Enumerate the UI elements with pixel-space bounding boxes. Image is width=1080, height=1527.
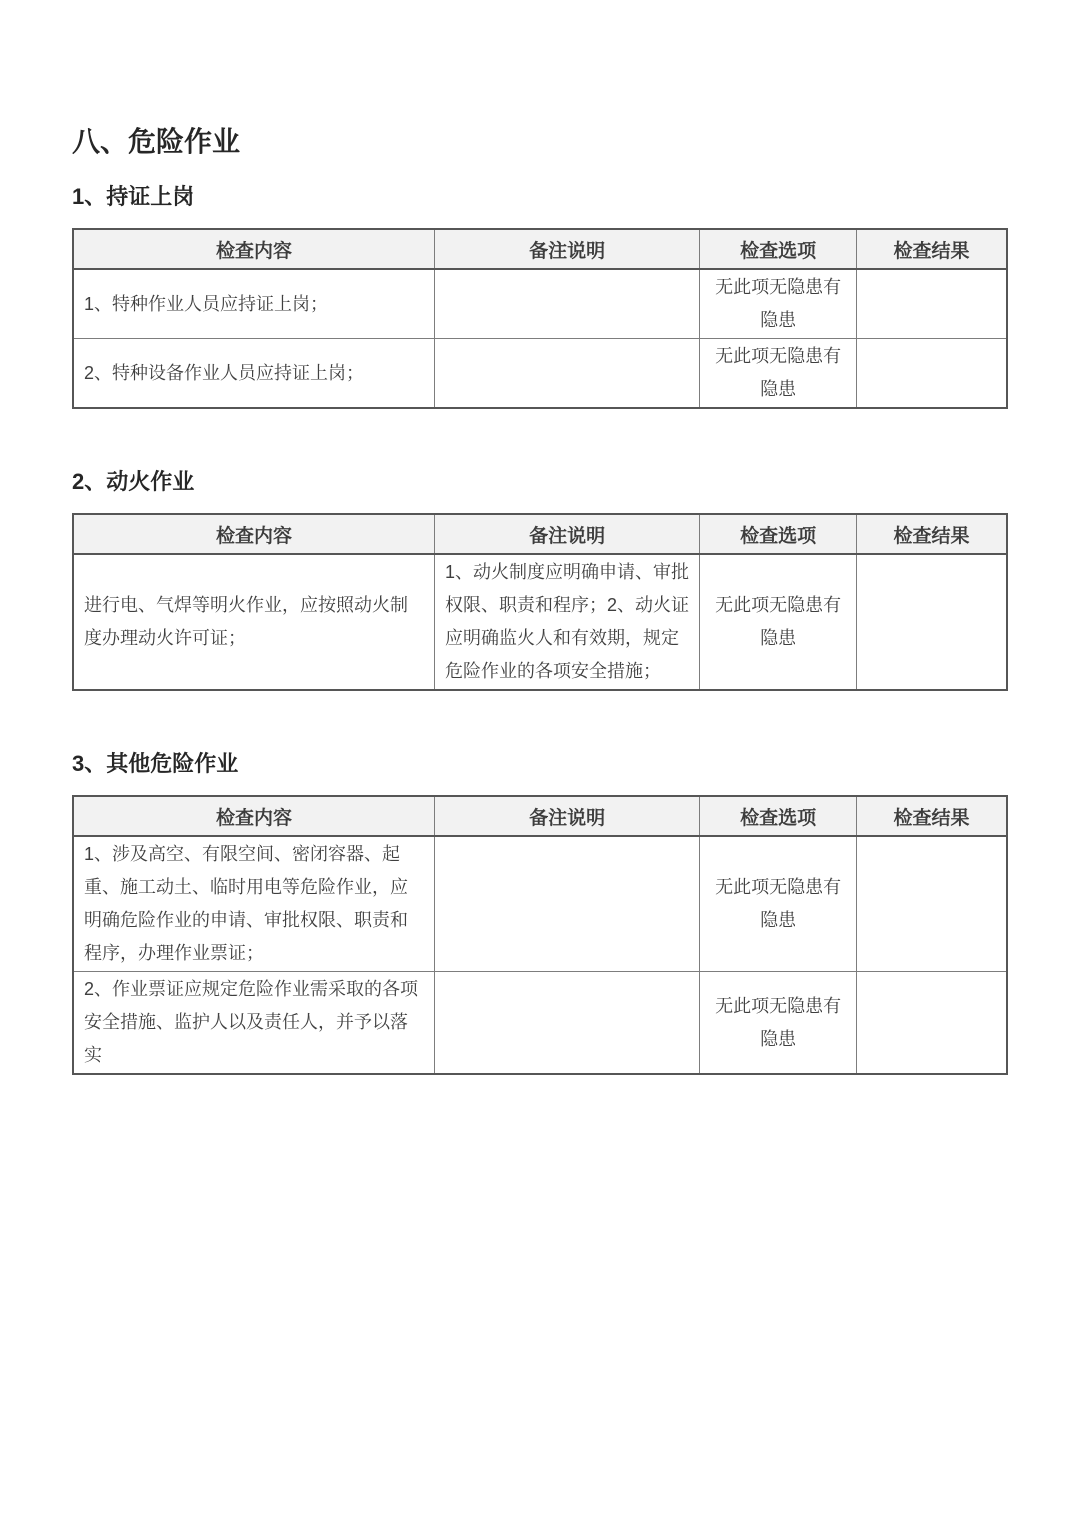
cell-check-options: 无此项无隐患有隐患 (700, 339, 857, 409)
col-header-check-options: 检查选项 (700, 514, 857, 554)
col-header-check-options: 检查选项 (700, 796, 857, 836)
cell-check-content: 进行电、气焊等明火作业，应按照动火制度办理动火许可证； (73, 554, 434, 690)
cell-check-content: 2、作业票证应规定危险作业需采取的各项安全措施、监护人以及责任人，并予以落实 (73, 972, 434, 1075)
cell-check-options: 无此项无隐患有隐患 (700, 269, 857, 339)
col-header-remark: 备注说明 (434, 514, 699, 554)
col-header-check-result: 检查结果 (857, 514, 1007, 554)
cell-check-content: 1、特种作业人员应持证上岗； (73, 269, 434, 339)
table-header-row (73, 229, 1007, 269)
col-header-remark: 备注说明 (434, 796, 699, 836)
table-row (73, 339, 1007, 409)
cell-check-result (857, 836, 1007, 972)
cell-remark (434, 269, 699, 339)
cell-check-content: 2、特种设备作业人员应持证上岗； (73, 339, 434, 409)
cell-check-options: 无此项无隐患有隐患 (700, 836, 857, 972)
cell-check-result (857, 269, 1007, 339)
table-row (73, 836, 1007, 972)
cell-check-content: 1、涉及高空、有限空间、密闭容器、起重、施工动土、临时用电等危险作业，应明确危险作业的申请、审批权限、职责和程序，办理作业票证； (73, 836, 434, 972)
section-2-heading: 2、动火作业 (72, 469, 195, 494)
col-header-check-content: 检查内容 (73, 514, 434, 554)
cell-remark (434, 972, 699, 1075)
col-header-check-content: 检查内容 (73, 229, 434, 269)
table-row (73, 269, 1007, 339)
table-header-row (73, 796, 1007, 836)
cell-check-result (857, 554, 1007, 690)
cell-remark (434, 339, 699, 409)
inspection-table-1 (72, 228, 1008, 409)
section-1-heading: 1、持证上岗 (72, 184, 195, 209)
table-header-row (73, 514, 1007, 554)
col-header-check-options: 检查选项 (700, 229, 857, 269)
col-header-check-result: 检查结果 (857, 229, 1007, 269)
table-row (73, 972, 1007, 1075)
col-header-check-result: 检查结果 (857, 796, 1007, 836)
section-3-heading: 3、其他危险作业 (72, 751, 239, 776)
col-header-remark: 备注说明 (434, 229, 699, 269)
inspection-table-2 (72, 513, 1008, 691)
cell-check-options: 无此项无隐患有隐患 (700, 972, 857, 1075)
col-header-check-content: 检查内容 (73, 796, 434, 836)
cell-remark: 1、动火制度应明确申请、审批权限、职责和程序；2、动火证应明确监火人和有效期，规定危险作业的各项安全措施； (434, 554, 699, 690)
cell-check-result (857, 339, 1007, 409)
cell-remark (434, 836, 699, 972)
cell-check-options: 无此项无隐患有隐患 (700, 554, 857, 690)
table-row (73, 554, 1007, 690)
cell-check-result (857, 972, 1007, 1075)
page-title: 八、危险作业 (72, 126, 241, 157)
inspection-table-3 (72, 795, 1008, 1075)
